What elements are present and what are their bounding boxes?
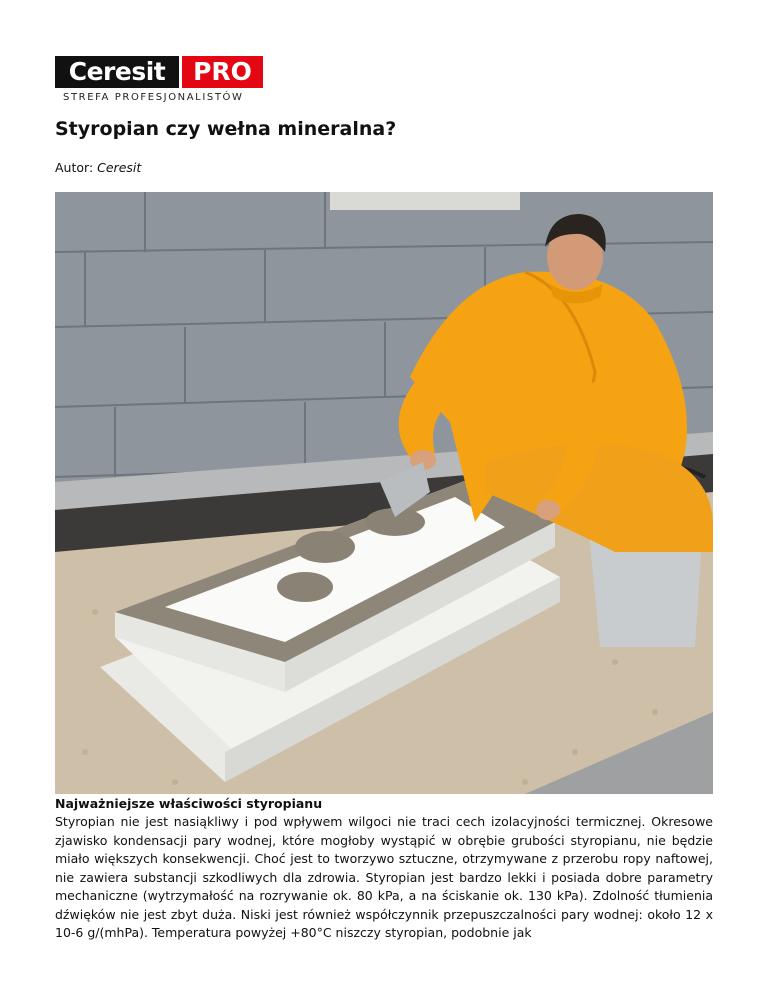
article-title: Styropian czy wełna mineralna? <box>55 118 397 140</box>
section-heading: Najważniejsze właściwości styropianu <box>55 796 323 811</box>
logo-brand-suffix: PRO <box>182 56 263 88</box>
logo-brand: Ceresit <box>55 56 179 88</box>
article-author <box>55 160 141 175</box>
author-label: Autor: <box>55 160 94 175</box>
article-photo <box>55 192 713 794</box>
logo-tagline: STREFA PROFESJONALISTÓW <box>63 92 244 103</box>
author-name: Ceresit <box>97 160 142 175</box>
article-body: Styropian nie jest nasiąkliwy i pod wpływem wilgoci nie traci cech izolacyjności termicznej. Okresowe zjawisko kondensacji pary wodnej, które mogłoby wystąpić w obrębie grubości styropianu, nie będzie miało większych konsekwencji. Choć jest to tworzywo sztuczne, otrzymywane z przerobu ropy naftowej, nie zawiera substancji szkodliwych dla zdrowia. Styropian jest bardzo lekki i posiada dobre parametry mechaniczne (wytrzymałość na rozrywanie ok. 80 kPa, a na ściskanie ok. 130 kPa). Zdolność tłumienia dźwięków nie jest zbyt duża. Niski jest również współczynnik przepuszczalności pary wodnej: około 12 x 10-6 g/(mhPa). Temperatura powyżej +80°C niszczy styropian, podobnie jak <box>55 814 713 940</box>
worker-applying-adhesive-photo <box>55 192 713 794</box>
ceresit-pro-logo[interactable] <box>55 56 265 104</box>
